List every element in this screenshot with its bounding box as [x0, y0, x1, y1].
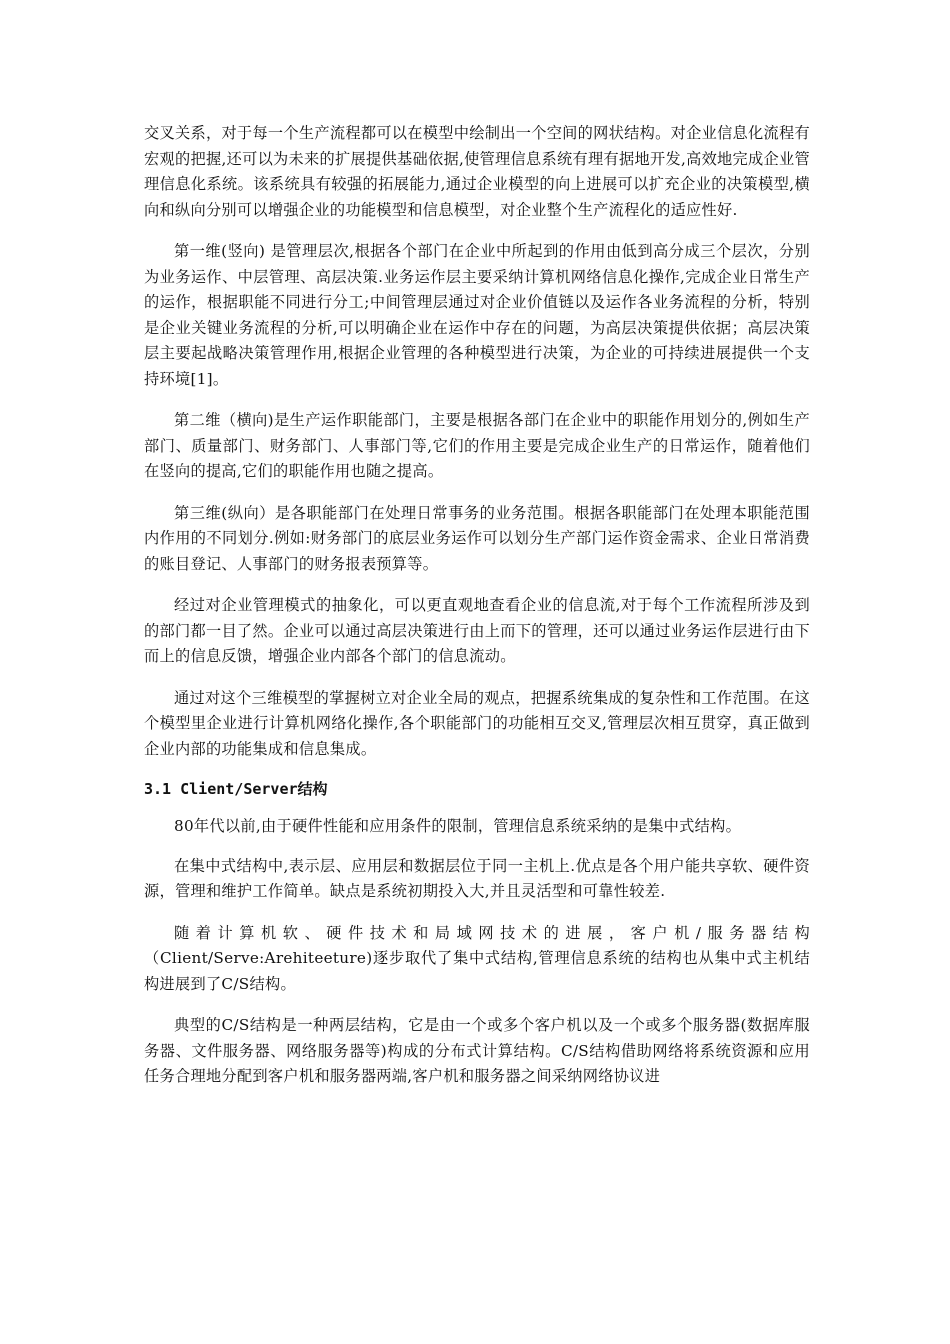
- paragraph-vertical-dimension: 第一维(竖向) 是管理层次,根据各个部门在企业中所起到的作用由低到高分成三个层次，分别为业务运作、中层管理、高层决策.业务运作层主要采纳计算机网络信息化操作,完成企业日常生产的运作，根据职能不同进行分工;中间管理层通过对企业价值链以及运作各业务流程的分析，特别是企业关键业务流程的分析,可以明确企业在运作中存在的问题，为高层决策提供依据；高层决策层主要起战略决策管理作用,根据企业管理的各种模型进行决策，为企业的可持续进展提供一个支持环境[1]。: [144, 242, 810, 388]
- paragraph-horizontal-dimension: 第二维（横向)是生产运作职能部门，主要是根据各部门在企业中的职能作用划分的,例如生产部门、质量部门、财务部门、人事部门等,它们的作用主要是完成企业生产的日常运作，随着他们在竖向的提高,它们的职能作用也随之提高。: [144, 411, 810, 480]
- paragraph-80s-centralized: 80年代以前,由于硬件性能和应用条件的限制，管理信息系统采纳的是集中式结构。: [174, 817, 742, 835]
- paragraph-typical-cs-structure: 典型的C/S结构是一种两层结构，它是由一个或多个客户机以及一个或多个服务器(数据库服务器、文件服务器、网络服务器等)构成的分布式计算结构。C/S结构借助网络将系统资源和应用任务合理地分配到客户机和服务器两端,客户机和服务器之间采纳网络协议进: [144, 1016, 810, 1085]
- paragraph-centralized-structure: 在集中式结构中,表示层、应用层和数据层位于同一主机上.优点是各个用户能共享软、硬件资源，管理和维护工作简单。缺点是系统初期投入大,并且灵活型和可靠性较差.: [144, 856, 810, 900]
- paragraph-abstraction: 经过对企业管理模式的抽象化，可以更直观地查看企业的信息流,对于每个工作流程所涉及到的部门都一目了然。企业可以通过高层决策进行由上而下的管理，还可以通过业务运作层进行由下而上的信息反馈，增强企业内部各个部门的信息流动。: [144, 596, 810, 665]
- paragraph-longitudinal-dimension: 第三维(纵向）是各职能部门在处理日常事务的业务范围。根据各职能部门在处理本职能范围内作用的不同划分.例如:财务部门的底层业务运作可以划分生产部门运作资金需求、企业日常消费的账目登记、人事部门的财务报表预算等。: [144, 503, 810, 573]
- paragraph-three-dimensional-model: 通过对这个三维模型的掌握树立对企业全局的观点，把握系统集成的复杂性和工作范围。在这个模型里企业进行计算机网络化操作,各个职能部门的功能相互交叉,管理层次相互贯穿，真正做到企业内部的功能集成和信息集成。: [144, 688, 810, 758]
- paragraph-continuation: 交叉关系，对于每一个生产流程都可以在模型中绘制出一个空间的网状结构。对企业信息化流程有宏观的把握,还可以为未来的扩展提供基础依据,使管理信息系统有理有据地开发,高效地完成企业管理信息化系统。该系统具有较强的拓展能力,通过企业模型的向上进展可以扩充企业的决策模型,横向和纵向分别可以增强企业的功能模型和信息模型，对企业整个生产流程化的适应性好.: [144, 124, 810, 219]
- section-heading: 3.1 Client/Server结构: [144, 780, 328, 798]
- paragraph-client-server-evolution: 随着计算机软、硬件技术和局域网技术的进展，客户机/服务器结构（Client/Serve:Arehiteeture)逐步取代了集中式结构,管理信息系统的结构也从集中式主机结构进展到了C/S结构。: [144, 923, 810, 993]
- document-body: [144, 121, 810, 1106]
